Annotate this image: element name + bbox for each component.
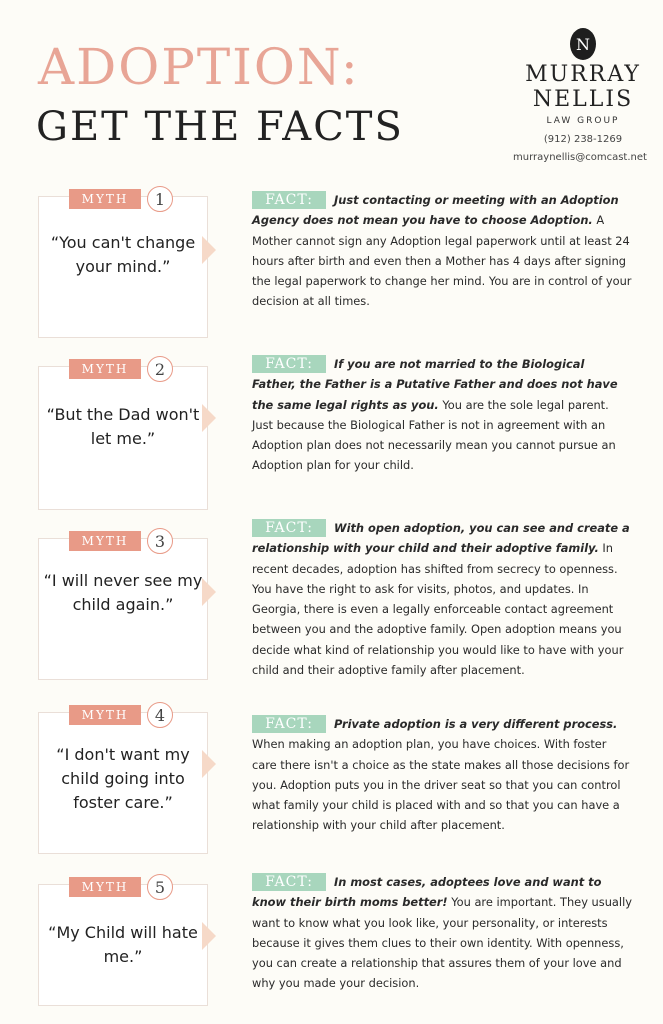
myth-quote: “But the Dad won't let me.” xyxy=(46,405,200,448)
myth-card xyxy=(38,189,208,338)
page-subtitle: GET THE FACTS xyxy=(36,104,404,150)
phone-number: (912) 238-1269 xyxy=(543,134,623,145)
page-title: ADOPTION: xyxy=(38,38,360,96)
fact-label: FACT: xyxy=(252,355,326,373)
law-group-subtitle: LAW GROUP xyxy=(546,116,620,126)
fact-label: FACT: xyxy=(252,715,326,733)
fact-bold-text: Private adoption is a very different process. xyxy=(334,717,618,731)
myth-quote: “I don't want my child going into foster care.” xyxy=(56,745,190,812)
myth-card xyxy=(38,877,208,1006)
law-group-name-line1: MURRAY xyxy=(525,62,641,87)
fact-block xyxy=(252,518,632,680)
myth-tag xyxy=(69,528,177,554)
myth-quote: “You can't change your mind.” xyxy=(50,233,196,276)
fact-label: FACT: xyxy=(252,519,326,537)
fact-body-text: In recent decades, adoption has shifted from secrecy to openness. You have the right to ask for visits, photos, and updates. In Georgia, there is even a legally enforceable contact agreement between you and the adoptive family. Open adoption means you decide what kind of relationship you would like to have with your child and their adoptive family after placement. xyxy=(252,541,624,678)
myth-tag xyxy=(69,186,177,212)
myth-label: MYTH xyxy=(69,531,141,551)
myth-label: MYTH xyxy=(69,877,141,897)
myth-card xyxy=(38,705,208,854)
fact-label: FACT: xyxy=(252,191,326,209)
fact-text xyxy=(252,518,632,680)
fact-body-text: When making an adoption plan, you have choices. With foster care there isn't a choice as the state makes all those decisions for you. Adoption puts you in the driver seat so that you can control what family your child is placed with and so that you can have a relationship with your child after placement. xyxy=(252,737,630,833)
myth-tag xyxy=(69,356,177,382)
myth-label: MYTH xyxy=(69,359,141,379)
chevron-right-icon xyxy=(202,404,216,432)
email-address: murraynellis@comcast.net xyxy=(513,152,647,163)
law-group-name-line2: NELLIS xyxy=(532,87,634,112)
fact-body-text: A Mother cannot sign any Adoption legal paperwork until at least 24 hours after birth and even then a Mother has 4 days after signing the legal paperwork to change her mind. You are in control of your decision at all times. xyxy=(252,213,632,309)
myth-quote: “My Child will hate me.” xyxy=(48,923,198,966)
fact-bold-text: Just contacting or meeting with an Adoption Agency does not mean you have to choose Adoption. xyxy=(252,193,619,228)
myth-number: 4 xyxy=(147,702,173,728)
fact-bold-text: If you are not married to the Biological Father, the Father is a Putative Father and does not have the same legal rights as you. xyxy=(252,357,618,412)
fact-bold-text: With open adoption, you can see and create a relationship with your child and their adoptive family. xyxy=(252,521,630,556)
fact-bold-text: In most cases, adoptees love and want to know their birth moms better! xyxy=(252,875,602,910)
fact-block xyxy=(252,190,632,312)
myth-card xyxy=(38,531,208,680)
fact-body-text: You are the sole legal parent. Just because the Biological Father is not in agreement with an Adoption plan does not necessarily mean you cannot pursue an Adoption plan for your child. xyxy=(252,397,616,473)
myth-label: MYTH xyxy=(69,189,141,209)
myth-number: 2 xyxy=(147,356,173,382)
fact-block xyxy=(252,872,632,994)
myth-card xyxy=(38,359,208,510)
fact-block xyxy=(252,714,632,836)
chevron-right-icon xyxy=(202,922,216,950)
myth-label: MYTH xyxy=(69,705,141,725)
fact-body-text: You are important. They usually want to know what you look like, your personality, or interests because it gives them clues to their own identity. With openness, you can create a relationship that assures them of your love and why you made your decision. xyxy=(252,895,632,991)
law-group-name xyxy=(508,62,658,112)
myth-quote: “I will never see my child again.” xyxy=(43,571,203,614)
law-group-logo-icon: N xyxy=(570,28,596,60)
fact-block xyxy=(252,354,632,476)
chevron-right-icon xyxy=(202,236,216,264)
myth-tag xyxy=(69,874,177,900)
myth-tag xyxy=(69,702,177,728)
myth-number: 5 xyxy=(147,874,173,900)
chevron-right-icon xyxy=(202,578,216,606)
myth-number: 1 xyxy=(147,186,173,212)
chevron-right-icon xyxy=(202,750,216,778)
fact-label: FACT: xyxy=(252,873,326,891)
myth-number: 3 xyxy=(147,528,173,554)
